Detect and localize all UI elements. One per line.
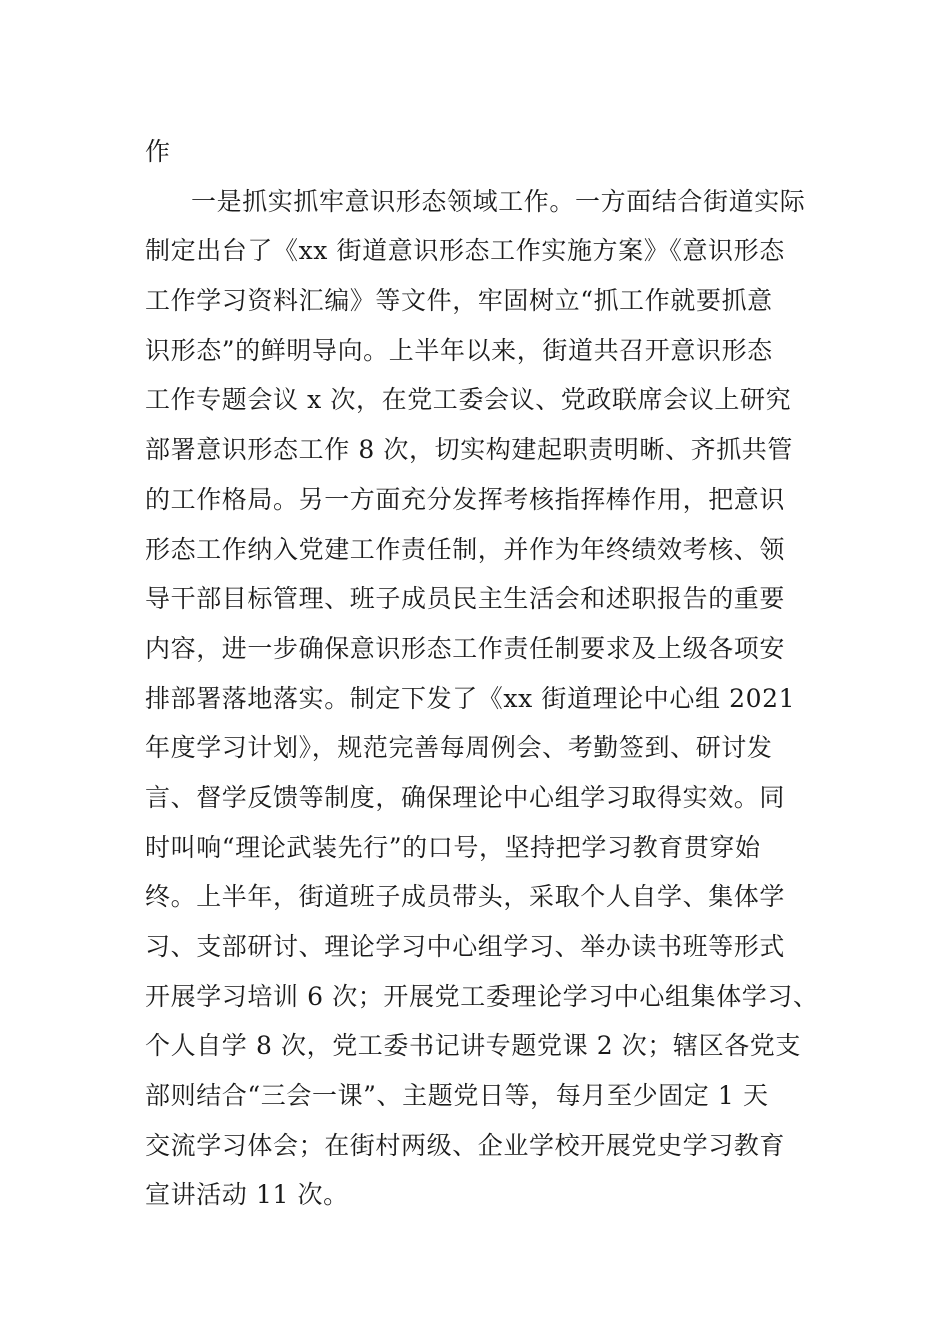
text-line: 内容，进一步确保意识形态工作责任制要求及上级各项安 xyxy=(145,633,786,663)
text-line: 个人自学 8 次，党工委书记讲专题党课 2 次；辖区各党支 xyxy=(145,1031,802,1061)
document-body xyxy=(145,127,835,1220)
text-line: 年度学习计划》，规范完善每周例会、考勤签到、研讨发 xyxy=(145,733,773,763)
text-line: 导干部目标管理、班子成员民主生活会和述职报告的重要 xyxy=(145,584,786,614)
text-line-continuation: 作 xyxy=(145,137,171,166)
text-line: 排部署落地落实。制定下发了《xx 街道理论中心组 2021 xyxy=(145,683,796,713)
text-line: 时叫响“理论武装先行”的口号，坚持把学习教育贯穿始 xyxy=(145,832,761,862)
text-line: 交流学习体会；在街村两级、企业学校开展党史学习教育 xyxy=(145,1130,786,1160)
text-line: 的工作格局。另一方面充分发挥考核指挥棒作用，把意识 xyxy=(145,484,786,514)
text-line: 形态工作纳入党建工作责任制，并作为年终绩效考核、领 xyxy=(145,534,786,564)
text-line: 制定出台了《xx 街道意识形态工作实施方案》《意识形态 xyxy=(145,236,785,266)
text-line: 终。上半年，街道班子成员带头，采取个人自学、集体学 xyxy=(145,882,786,912)
text-line: 习、支部研讨、理论学习中心组学习、举办读书班等形式 xyxy=(145,932,786,961)
text-line: 部署意识形态工作 8 次，切实构建起职责明晰、齐抓共管 xyxy=(145,435,794,465)
text-line: 工作专题会议 x 次，在党工委会议、党政联席会议上研究 xyxy=(145,385,792,415)
text-line: 识形态”的鲜明导向。上半年以来，街道共召开意识形态 xyxy=(145,335,773,365)
text-line: 工作学习资料汇编》等文件，牢固树立“抓工作就要抓意 xyxy=(145,286,773,316)
text-line: 部则结合“三会一课”、主题党日等，每月至少固定 1 天 xyxy=(145,1081,769,1111)
text-line: 开展学习培训 6 次；开展党工委理论学习中心组集体学习、 xyxy=(145,981,819,1011)
text-line: 宣讲活动 11 次。 xyxy=(145,1180,349,1210)
text-line: 言、督学反馈等制度，确保理论中心组学习取得实效。同 xyxy=(145,782,786,812)
text-line-paragraph-start: 一是抓实抓牢意识形态领域工作。一方面结合街道实际 xyxy=(191,186,806,216)
